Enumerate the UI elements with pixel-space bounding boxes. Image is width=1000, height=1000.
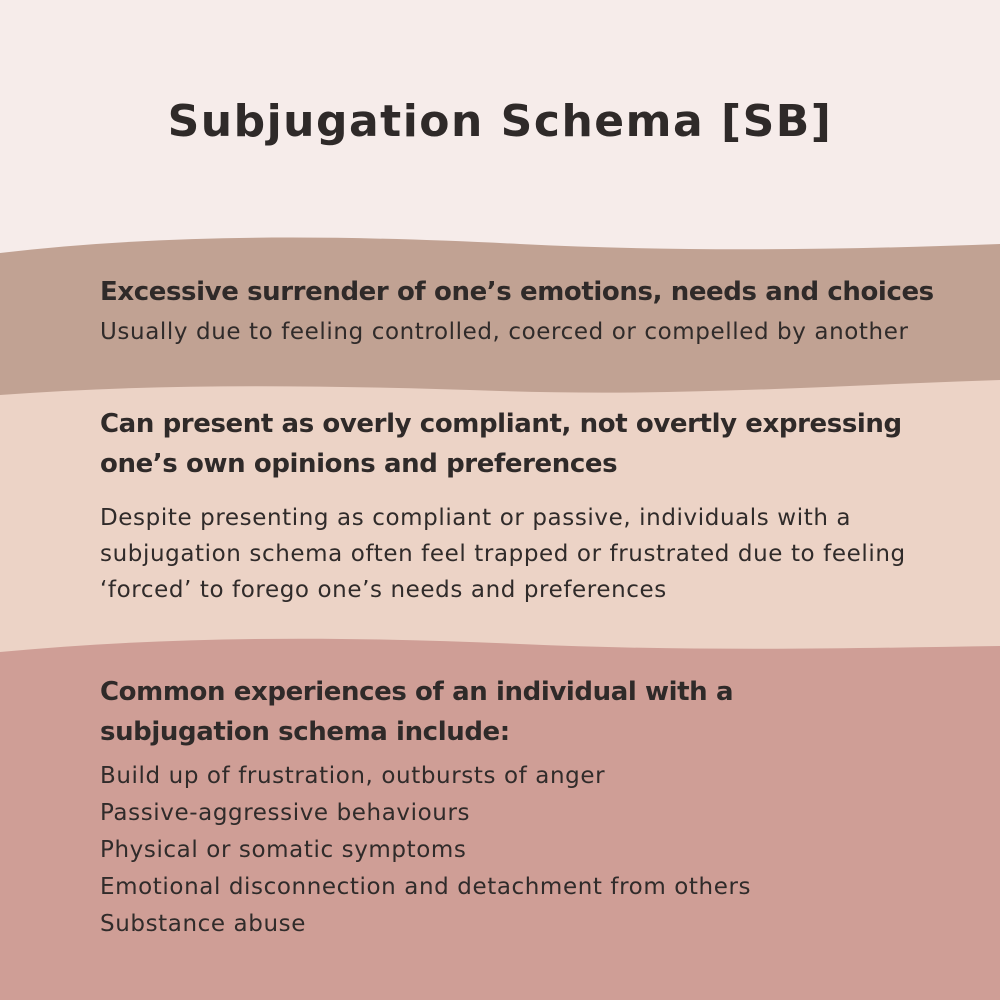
heading-line: subjugation schema include: (100, 717, 510, 747)
list-item: Passive-aggressive behaviours (100, 800, 471, 826)
list-item: Build up of frustration, outbursts of anger (100, 763, 606, 789)
section-experiences (100, 672, 960, 943)
section-surrender-body: Usually due to feeling controlled, coerced or compelled by another (100, 319, 909, 345)
body-line: subjugation schema often feel trapped or frustrated due to feeling (100, 541, 906, 567)
heading-line: one’s own opinions and preferences (100, 449, 618, 479)
section-compliance (100, 404, 960, 608)
heading-line: Common experiences of an individual with a (100, 677, 734, 707)
heading-line: Can present as overly compliant, not overtly expressing (100, 409, 902, 439)
section-experiences-heading (100, 672, 960, 752)
section-compliance-body (100, 500, 960, 608)
list-item: Emotional disconnection and detachment from others (100, 874, 752, 900)
body-line: Despite presenting as compliant or passive, individuals with a (100, 505, 852, 531)
experiences-list (100, 758, 960, 943)
section-compliance-heading (100, 404, 960, 484)
section-surrender-heading: Excessive surrender of one’s emotions, needs and choices (100, 277, 934, 307)
list-item: Physical or somatic symptoms (100, 837, 467, 863)
page-title: Subjugation Schema [SB] (167, 96, 833, 147)
list-item: Substance abuse (100, 911, 306, 937)
body-line: ‘forced’ to forego one’s needs and preferences (100, 577, 667, 603)
section-surrender (100, 272, 960, 350)
